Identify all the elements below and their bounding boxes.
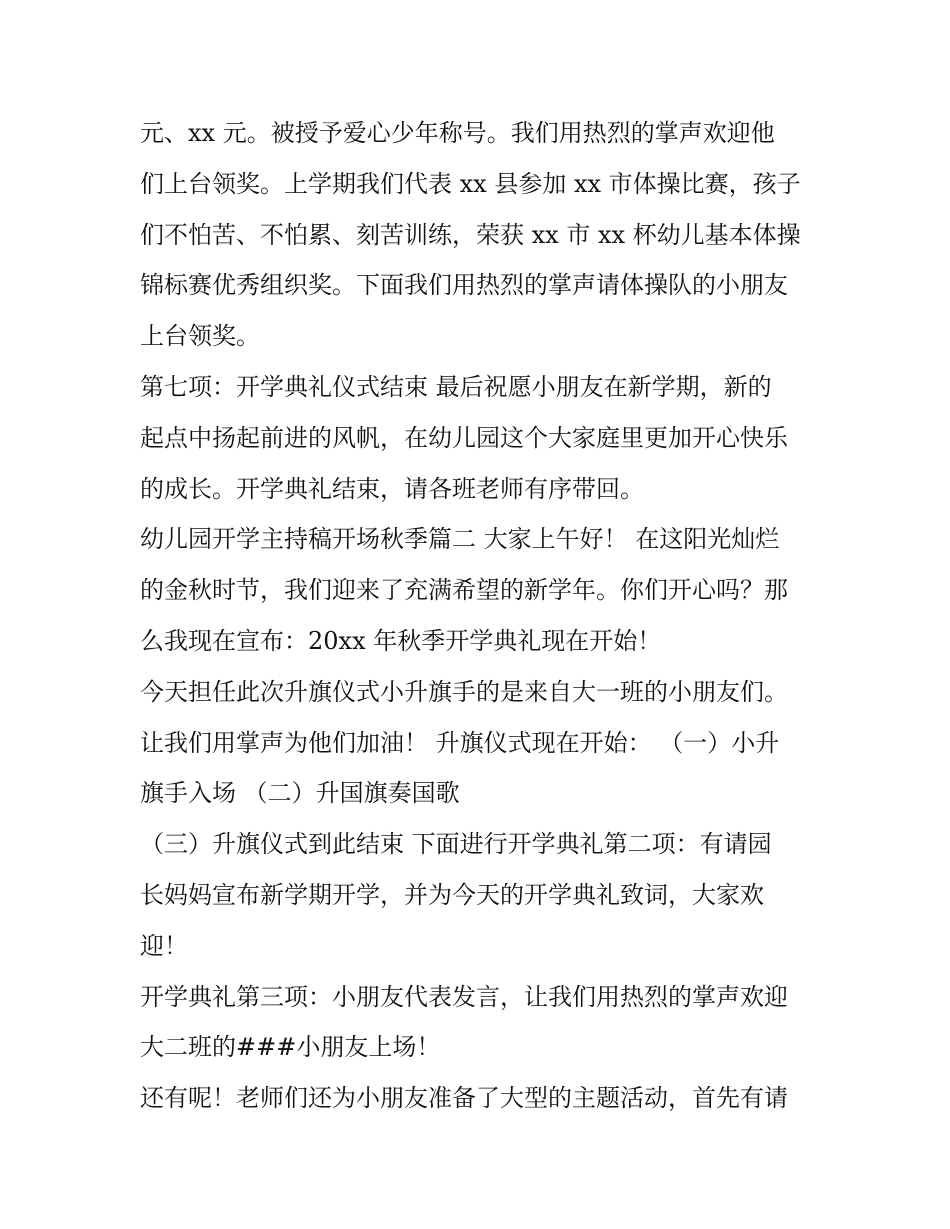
text-line: 开学典礼第三项：小朋友代表发言，让我们用热烈的掌声欢迎 [140, 982, 788, 1011]
text-line: 幼儿园开学主持稿开场秋季篇二 大家上午好！ 在这阳光灿烂 [140, 525, 780, 554]
text-line: （三）升旗仪式到此结束 下面进行开学典礼第二项：有请园 [140, 830, 772, 859]
document-page [140, 108, 820, 1124]
text-line: 锦标赛优秀组织奖。下面我们用热烈的掌声请体操队的小朋友 [140, 271, 788, 300]
text-line: 上台领奖。 [140, 322, 260, 351]
text-line: 让我们用掌声为他们加油！ 升旗仪式现在开始： （一）小升 [140, 728, 780, 757]
text-line: 今天担任此次升旗仪式小升旗手的是来自大一班的小朋友们。 [140, 677, 788, 706]
text-line: 们不怕苦、不怕累、刻苦训练，荣获 xx 市 xx 杯幼儿基本体操 [140, 220, 801, 249]
text-line: 迎！ [140, 931, 188, 960]
text-line: 的成长。开学典礼结束，请各班老师有序带回。 [140, 474, 644, 503]
text-line: 么我现在宣布：20xx 年秋季开学典礼现在开始！ [140, 626, 662, 655]
text-line: 起点中扬起前进的风帆，在幼儿园这个大家庭里更加开心快乐 [140, 423, 788, 452]
text-line: 还有呢！老师们还为小朋友准备了大型的主题活动，首先有请 [140, 1084, 788, 1113]
text-line: 旗手入场 （二）升国旗奏国歌 [140, 779, 460, 808]
text-line: 长妈妈宣布新学期开学，并为今天的开学典礼致词，大家欢 [140, 880, 764, 909]
text-line: 的金秋时节，我们迎来了充满希望的新学年。你们开心吗？那 [140, 576, 788, 605]
text-line: 大二班的###小朋友上场！ [140, 1033, 441, 1062]
text-line: 元、xx 元。被授予爱心少年称号。我们用热烈的掌声欢迎他 [140, 119, 775, 147]
text-line: 们上台领奖。上学期我们代表 xx 县参加 xx 市体操比赛，孩子 [140, 169, 801, 198]
text-line: 第七项：开学典礼仪式结束 最后祝愿小朋友在新学期，新的 [140, 372, 772, 401]
